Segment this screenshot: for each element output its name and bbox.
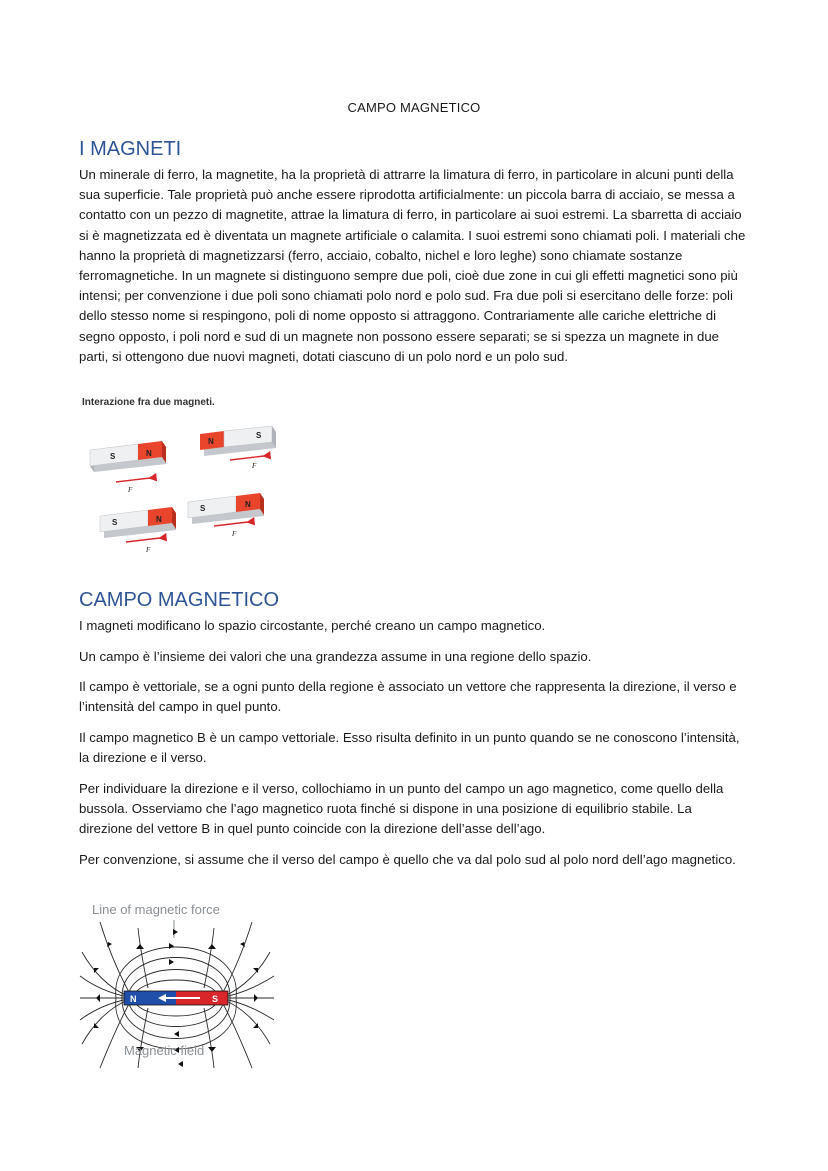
pole-label-south: S [200, 504, 206, 513]
paragraph-campo-4: Il campo magnetico B è un campo vettoriale. Esso risulta definito in un punto quando se ne conoscono l’intensità, la direzione e il verso. [79, 730, 740, 766]
field-top-label: Line of magnetic force [92, 902, 220, 917]
section-heading-campo-magnetico: CAMPO MAGNETICO [79, 589, 280, 611]
paragraph-campo-6: Per convenzione, si assume che il verso del campo è quello che va dal polo sud al polo nord dell’ago magnetico. [79, 852, 736, 867]
magnet-top-right [200, 426, 276, 470]
pole-label-north: N [130, 994, 137, 1004]
magnet-bottom-left [100, 507, 176, 554]
force-label: F [128, 486, 133, 494]
bar-magnet [124, 991, 228, 1005]
magnetic-field-figure [78, 898, 278, 1070]
pole-label-north: N [146, 449, 152, 458]
pole-label-north: N [245, 500, 251, 509]
field-bottom-label: Magnetic field [124, 1043, 205, 1058]
pole-label-north: N [156, 515, 162, 524]
paragraph-campo-5: Per individuare la direzione e il verso, collochiamo in un punto del campo un ago magnetico, come quello della bussola. Osserviamo che l’ago magnetico ruota finché si dispone in una posizione di equilibrio stabile. La direzione del vettore B in quel punto coincide con la direzione dell’asse dell’ago. [79, 781, 724, 837]
paragraph-campo-1: I magneti modificano lo spazio circostante, perché creano un campo magnetico. [79, 618, 546, 633]
document-title: CAMPO MAGNETICO [347, 100, 481, 115]
magnet-interaction-figure [80, 412, 290, 562]
paragraph-campo-2: Un campo è l’insieme dei valori che una grandezza assume in una regione dello spazio. [79, 649, 592, 664]
figure-caption: Interazione fra due magneti. [82, 397, 215, 408]
pole-label-south: S [112, 518, 118, 527]
force-label: F [146, 546, 151, 554]
pole-label-south: S [256, 431, 262, 440]
pole-label-south: S [212, 994, 219, 1004]
pole-label-north: N [208, 437, 214, 446]
section-heading-magneti: I MAGNETI [79, 138, 182, 160]
paragraph-magneti: Un minerale di ferro, la magnetite, ha la proprietà di attrarre la limatura di ferro, in particolare in alcuni punti della sua superficie. Tale proprietà può anche essere riprodotta artificialmente: un piccola barra di acciaio, se messa a contatto con un pezzo di magnetite, attrae la limatura di ferro, in particolare ai suoi estremi. La sbarretta di acciaio si è magnetizzata ed è diventata un magnete artificiale o calamita. I suoi estremi sono chiamati poli. I materiali che hanno la proprietà di magnetizzarsi (ferro, acciaio, cobalto, nichel e loro leghe) sono chiamate sostanze ferromagnetiche. In un magnete si distinguono sempre due poli, cioè due zone in cui gli effetti magnetici sono più intensi; per convenzione i due poli sono chiamati polo nord e polo sud. Fra due poli si esercitano delle forze: poli dello stesso nome si respingono, poli di nome opposto si attraggono. Contrariamente alle cariche elettriche di segno opposto, i poli nord e sud di un magnete non possono essere separati; se si spezza un magnete in due parti, si ottengono due nuovi magneti, dotati ciascuno di un polo nord e un polo sud. [79, 167, 746, 364]
paragraph-campo-3: Il campo è vettoriale, se a ogni punto della regione è associato un vettore che rappresenta la direzione, il verso e l’intensità del campo in quel punto. [79, 679, 737, 715]
pole-label-south: S [110, 452, 116, 461]
force-label: F [232, 530, 237, 538]
magnet-top-left [90, 441, 166, 494]
magnet-bottom-right [188, 493, 264, 538]
force-label: F [252, 462, 257, 470]
